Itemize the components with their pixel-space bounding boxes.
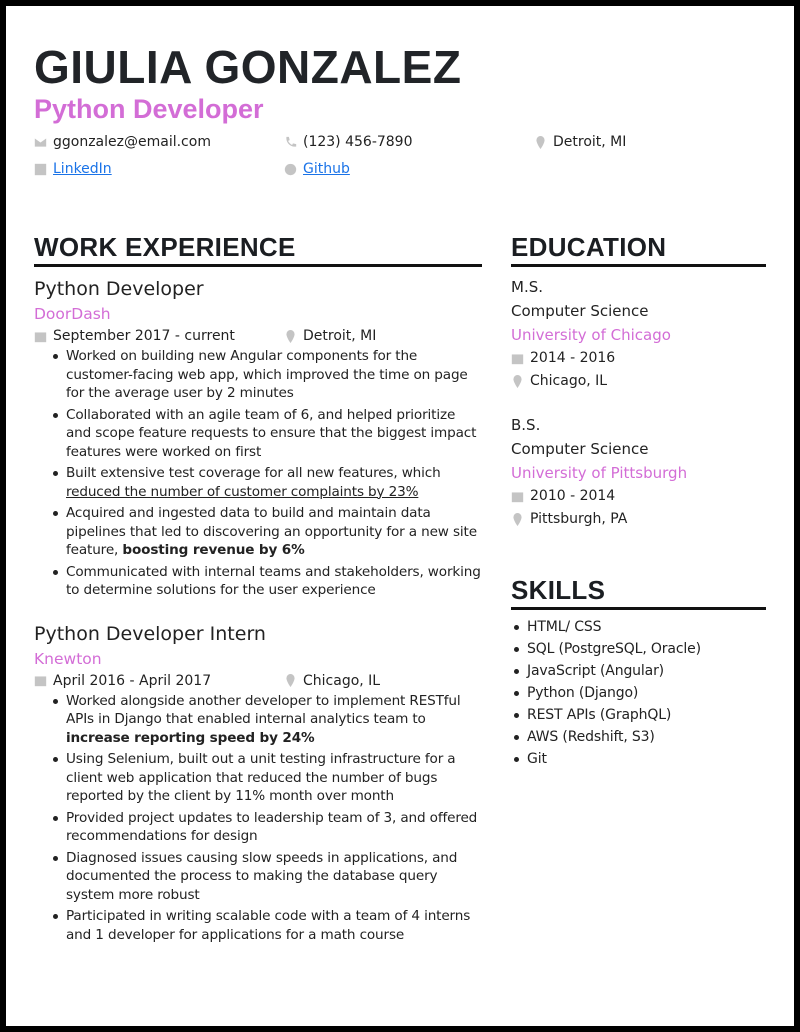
education-dates [511, 485, 766, 508]
contact-github [284, 161, 350, 177]
education-location [511, 508, 766, 531]
bullet-text: Collaborated with an agile team of 6, and helped prioritize and scope feature requests to ensure that the biggest impact features were worked on first [66, 406, 477, 460]
email-text: ggonzalez@email.com [53, 134, 211, 150]
contact-location [534, 134, 626, 150]
section-heading: SKILLS [511, 575, 766, 610]
dates-text: April 2016 - April 2017 [53, 672, 212, 689]
skill-item: JavaScript (Angular) [511, 662, 766, 681]
skills-list [511, 618, 766, 769]
bullet-text: Provided project updates to leadership team of 3, and offered recommendations for design [66, 809, 478, 844]
bullet-item [50, 750, 482, 806]
calendar-icon [511, 490, 524, 503]
job-dates [34, 670, 284, 692]
location-text: Chicago, IL [303, 672, 381, 689]
education-dates [511, 347, 766, 370]
dates-text: 2014 - 2016 [530, 350, 616, 366]
dates-text: September 2017 - current [53, 328, 235, 344]
bullet-text: boosting revenue by 6% [122, 542, 305, 558]
calendar-icon [34, 330, 47, 343]
skill-item: AWS (Redshift, S3) [511, 728, 766, 747]
bullet-text: Using Selenium, built out a unit testing infrastructure for a client web application that reduced the number of bugs reported by the client by 11% month over month [66, 751, 456, 804]
location-text: Chicago, IL [530, 373, 608, 389]
bullet-text: Built extensive test coverage for all new features, which [66, 465, 441, 481]
calendar-icon [34, 674, 47, 687]
degree: M.S. [511, 278, 543, 296]
company-name: Knewton [34, 649, 102, 668]
job-dates [34, 325, 284, 347]
dates-text: 2010 - 2014 [530, 488, 616, 504]
education-location [511, 370, 766, 393]
bullet-text: Communicated with internal teams and stakeholders, working to determine solutions for the user experience [66, 563, 481, 598]
job-entry [34, 277, 482, 600]
education-entry [511, 413, 766, 531]
map-pin-icon [284, 674, 297, 687]
bullet-item [50, 464, 482, 501]
bullet-text: reduced the number of customer complaints by 23% [66, 483, 419, 500]
bullet-text: Acquired and ingested data to build and maintain data pipelines that led to discovering an opportunity for a new site feature, [66, 505, 477, 558]
field-of-study: Computer Science [511, 302, 649, 320]
job-entry [34, 622, 482, 945]
work-experience-section [34, 232, 482, 947]
section-heading: EDUCATION [511, 232, 766, 267]
phone-icon [284, 136, 297, 149]
bullet-text: Participated in writing scalable code with a team of 4 interns and 1 developer for applications for a math course [66, 908, 471, 943]
location-text: Detroit, MI [303, 328, 377, 344]
skill-item: Python (Django) [511, 684, 766, 703]
contact-phone [284, 134, 413, 150]
location-text: Pittsburgh, PA [530, 511, 628, 527]
skill-item: HTML/ CSS [511, 618, 766, 637]
candidate-name: GIULIA GONZALEZ [34, 41, 462, 93]
candidate-title: Python Developer [34, 94, 264, 124]
contact-linkedin [34, 161, 112, 177]
map-pin-icon [534, 136, 547, 149]
linkedin-icon [34, 163, 47, 176]
linkedin-link[interactable]: LinkedIn [53, 161, 112, 177]
company-name: DoorDash [34, 305, 111, 323]
bullet-item [50, 504, 482, 560]
bullet-item [50, 347, 482, 403]
school-name: University of Pittsburgh [511, 464, 688, 482]
envelope-icon [34, 136, 47, 149]
map-pin-icon [511, 375, 524, 388]
job-location [284, 670, 380, 692]
skill-item: Git [511, 750, 766, 769]
bullet-text: Diagnosed issues causing slow speeds in applications, and documented the process to making the database query system more robust [66, 849, 458, 903]
map-pin-icon [284, 330, 297, 343]
school-name: University of Chicago [511, 326, 671, 344]
bullet-text: increase reporting speed by 24% [66, 729, 315, 746]
bullet-item [50, 406, 482, 462]
skill-item: SQL (PostgreSQL, Oracle) [511, 640, 766, 659]
degree: B.S. [511, 416, 541, 434]
bullet-item [50, 849, 482, 905]
bullet-text: Worked alongside another developer to implement RESTful APIs in Django that enabled internal analytics team to [66, 692, 461, 727]
job-title: Python Developer [34, 278, 204, 300]
job-location [284, 325, 376, 347]
github-link[interactable]: Github [303, 161, 350, 177]
bullet-item [50, 563, 482, 600]
right-column [511, 232, 766, 772]
location-text: Detroit, MI [553, 134, 627, 150]
contact-email [34, 134, 211, 150]
field-of-study: Computer Science [511, 440, 649, 458]
map-pin-icon [511, 513, 524, 526]
section-heading: WORK EXPERIENCE [34, 232, 482, 267]
bullet-item [50, 809, 482, 846]
bullet-item [50, 907, 482, 944]
education-entry [511, 275, 766, 393]
resume-page [6, 6, 794, 1026]
bullet-text: Worked on building new Angular components for the customer-facing web app, which improved the time on page for the average user by 2 minutes [66, 348, 468, 401]
job-title: Python Developer Intern [34, 622, 266, 645]
calendar-icon [511, 352, 524, 365]
phone-text: (123) 456-7890 [303, 134, 413, 150]
bullet-item [50, 692, 482, 748]
skill-item: REST APIs (GraphQL) [511, 706, 766, 725]
github-icon [284, 163, 297, 176]
